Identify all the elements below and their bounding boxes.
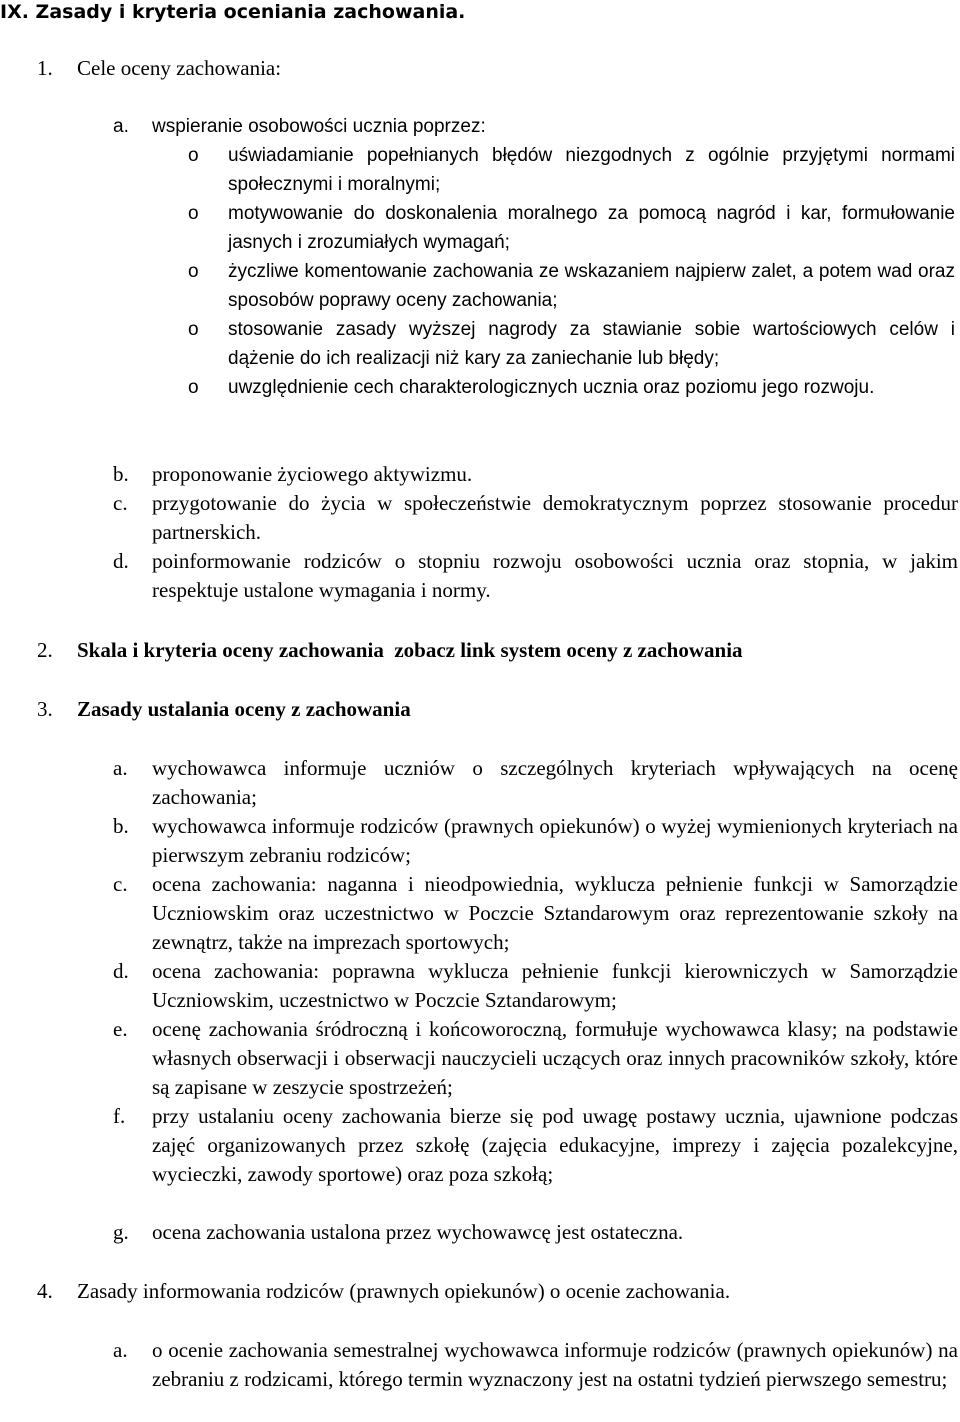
item-text: przygotowanie do życia w społeczeństwie demokratycznym poprzez stosowanie procedur partnerskich. [152, 491, 958, 544]
bullet-marker: o [188, 145, 199, 166]
item-text: przy ustalaniu oceny zachowania bierze się pod uwagę postawy ucznia, ujawnione podczas zajęć organizowanych przez szkołę (zajęcia edukacyjne, imprezy i zajęcia pozalekcyjne, wycieczki, zawody sportowe) oraz poza szkołą; [152, 1104, 958, 1186]
item-marker: a. [113, 116, 129, 137]
document-heading: IX. Zasady i kryteria oceniania zachowania. [0, 1, 466, 23]
bullet-text: uwzględnienie cech charakterologicznych ucznia oraz poziomu jego rozwoju. [228, 377, 875, 398]
section-marker: 2. [37, 638, 53, 662]
bullet-text: uświadamianie popełnianych błędów niezgodnych z ogólnie przyjętymi normami społecznymi i moralnymi; [228, 145, 955, 195]
item-text: ocena zachowania: poprawna wyklucza pełnienie funkcji kierowniczych w Samorządzie Uczniowskim, uczestnictwo w Poczcie Sztandarowym; [152, 959, 958, 1012]
bullet-text: motywowanie do doskonalenia moralnego za pomocą nagród i kar, formułowanie jasnych i zrozumiałych wymagań; [228, 203, 955, 253]
section-title [77, 636, 743, 665]
section-marker: 4. [37, 1279, 53, 1303]
bullet-text: życzliwe komentowanie zachowania ze wskazaniem najpierw zalet, a potem wad oraz sposobów poprawy oceny zachowania; [228, 261, 955, 311]
item-text: ocena zachowania: naganna i nieodpowiednia, wyklucza pełnienie funkcji w Samorządzie Uczniowskim oraz uczestnictwo w Poczcie Sztandarowym oraz reprezentowanie szkoły na zewnątrz, także na imprezach sportowych; [152, 872, 958, 954]
item-marker: f. [113, 1104, 126, 1128]
bullet-marker: o [188, 261, 199, 282]
item-marker: c. [113, 872, 128, 896]
item-marker: g. [113, 1220, 129, 1244]
item-text: ocenę zachowania śródroczną i końcoworoczną, formułuje wychowawca klasy; na podstawie własnych obserwacji i obserwacji nauczycieli uczących oraz innych pracowników szkoły, które są zapisane w zeszycie spostrzeżeń; [152, 1017, 958, 1099]
item-text: poinformowanie rodziców o stopniu rozwoju osobowości ucznia oraz stopnia, w jakim respektuje ustalone wymagania i normy. [152, 549, 958, 602]
section-title: Zasady ustalania oceny z zachowania [77, 697, 411, 721]
item-marker: a. [113, 1338, 128, 1362]
section-marker: 3. [37, 697, 53, 721]
item-text: o ocenie zachowania semestralnej wychowawca informuje rodziców (prawnych opiekunów) na zebraniu z rodzicami, którego termin wyznaczony jest na ostatni tydzień pierwszego semestru; [152, 1338, 958, 1391]
item-marker: d. [113, 959, 129, 983]
item-text: proponowanie życiowego aktywizmu. [152, 462, 473, 486]
item-marker: e. [113, 1017, 128, 1041]
section-title-text: Skala i kryteria oceny zachowania [77, 638, 384, 662]
item-marker: d. [113, 549, 129, 573]
item-text: wychowawca informuje uczniów o szczególnych kryteriach wpływających na ocenę zachowania; [152, 756, 958, 809]
section-title: Cele oceny zachowania: [77, 56, 282, 80]
bullet-marker: o [188, 319, 199, 340]
section-title: Zasady informowania rodziców (prawnych opiekunów) o ocenie zachowania. [77, 1279, 731, 1303]
bullet-marker: o [188, 377, 199, 398]
section-marker: 1. [37, 56, 53, 80]
item-text: wychowawca informuje rodziców (prawnych opiekunów) o wyżej wymienionych kryteriach na pierwszym zebraniu rodziców; [152, 814, 958, 867]
item-marker: a. [113, 756, 128, 780]
item-marker: b. [113, 462, 129, 486]
bullet-marker: o [188, 203, 199, 224]
item-text: wspieranie osobowości ucznia poprzez: [152, 116, 486, 137]
item-text: ocena zachowania ustalona przez wychowawcę jest ostateczna. [152, 1220, 684, 1244]
bullet-text: stosowanie zasady wyższej nagrody za stawianie sobie wartościowych celów i dążenie do ich realizacji niż kary za zaniechanie lub błędy; [228, 319, 955, 369]
item-marker: c. [113, 491, 128, 515]
item-marker: b. [113, 814, 129, 838]
system-link[interactable]: zobacz link system oceny z zachowania [394, 638, 743, 662]
